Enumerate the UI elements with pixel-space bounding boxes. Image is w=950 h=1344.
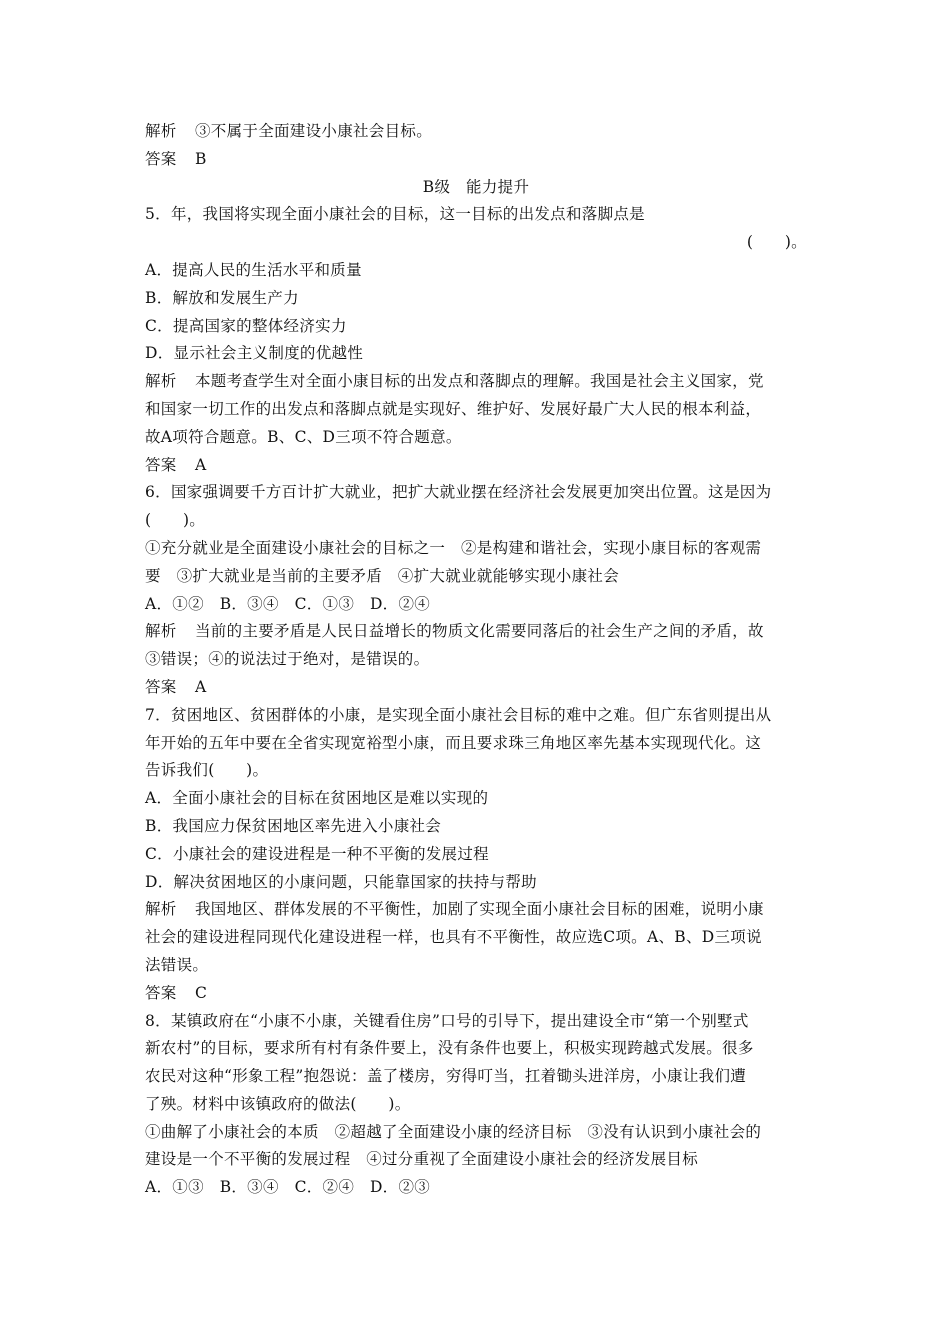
analysis-line bbox=[145, 368, 807, 396]
answer-text: C bbox=[195, 983, 208, 1002]
answer-line bbox=[145, 146, 807, 174]
question-6-options: A．①② B．③④ C．①③ D．②④ bbox=[145, 594, 431, 613]
section-heading: B级 能力提升 bbox=[422, 177, 530, 196]
answer-label: 答案 bbox=[145, 677, 177, 696]
analysis-text: ③不属于全面建设小康社会目标。 bbox=[195, 122, 433, 140]
question-6-statements: 要 ③扩大就业是当前的主要矛盾 ④扩大就业就能够实现小康社会 bbox=[145, 566, 620, 585]
question-7-stem: 告诉我们( )。 bbox=[145, 761, 269, 780]
question-8-stem: 农民对这种“形象工程”抱怨说：盖了楼房，穷得叮当，扛着锄头进洋房，小康让我们遭 bbox=[145, 1067, 747, 1086]
analysis-continuation: 法错误。 bbox=[145, 955, 209, 974]
document-page bbox=[145, 118, 807, 1202]
analysis-text: 当前的主要矛盾是人民日益增长的物质文化需要同落后的社会生产之间的矛盾，故 bbox=[195, 622, 764, 641]
analysis-line bbox=[145, 618, 807, 646]
answer-label: 答案 bbox=[145, 149, 177, 168]
question-6-statements: ①充分就业是全面建设小康社会的目标之一 ②是构建和谐社会，实现小康目标的客观需 bbox=[145, 538, 762, 557]
analysis-text: 我国地区、群体发展的不平衡性，加剧了实现全面小康社会目标的困难，说明小康 bbox=[195, 900, 764, 919]
question-5-stem: 5．年，我国将实现全面小康社会的目标，这一目标的出发点和落脚点是 bbox=[145, 205, 645, 224]
answer-line bbox=[145, 452, 807, 480]
question-7-option-a: A．全面小康社会的目标在贫困地区是难以实现的 bbox=[145, 789, 489, 808]
answer-line bbox=[145, 980, 807, 1008]
question-5-blank: ( )。 bbox=[746, 233, 807, 252]
question-7-stem: 年开始的五年中要在全省实现宽裕型小康，而且要求珠三角地区率先基本实现现代化。这 bbox=[145, 733, 762, 752]
question-8-statements: ①曲解了小康社会的本质 ②超越了全面建设小康的经济目标 ③没有认识到小康社会的 bbox=[145, 1122, 762, 1141]
answer-label: 答案 bbox=[145, 983, 177, 1002]
question-8-stem: 新农村”的目标，要求所有村有条件要上，没有条件也要上，积极实现跨越式发展。很多 bbox=[145, 1039, 754, 1058]
answer-text: B bbox=[195, 149, 207, 168]
answer-text: A bbox=[195, 677, 207, 696]
analysis-label: 解析 bbox=[145, 372, 177, 391]
analysis-continuation: 社会的建设进程同现代化建设进程一样，也具有不平衡性，故应选C项。A、B、D三项说 bbox=[145, 928, 762, 947]
question-8-stem: 8．某镇政府在“小康不小康，关键看住房”口号的引导下，提出建设全市“第一个别墅式 bbox=[145, 1011, 749, 1030]
question-7-stem: 7．贫困地区、贫困群体的小康，是实现全面小康社会目标的难中之难。但广东省则提出从 bbox=[145, 705, 772, 724]
question-6-stem: 6．国家强调要千方百计扩大就业，把扩大就业摆在经济社会发展更加突出位置。这是因为 bbox=[145, 483, 772, 502]
question-8-statements: 建设是一个不平衡的发展过程 ④过分重视了全面建设小康社会的经济发展目标 bbox=[145, 1150, 699, 1169]
question-7-option-b: B．我国应力保贫困地区率先进入小康社会 bbox=[145, 816, 442, 835]
analysis-label: 解析 bbox=[145, 622, 177, 641]
question-8-stem: 了殃。材料中该镇政府的做法( )。 bbox=[145, 1094, 411, 1113]
question-5-option-d: D．显示社会主义制度的优越性 bbox=[145, 344, 364, 363]
answer-label: 答案 bbox=[145, 455, 177, 474]
question-5-option-a: A．提高人民的生活水平和质量 bbox=[145, 260, 362, 279]
analysis-label: 解析 bbox=[145, 900, 177, 919]
question-5-option-c: C．提高国家的整体经济实力 bbox=[145, 316, 347, 335]
question-6-blank: ( )。 bbox=[145, 511, 206, 530]
analysis-text: 本题考查学生对全面小康目标的出发点和落脚点的理解。我国是社会主义国家，党 bbox=[195, 372, 764, 391]
question-5-option-b: B．解放和发展生产力 bbox=[145, 288, 299, 307]
question-7-option-c: C．小康社会的建设进程是一种不平衡的发展过程 bbox=[145, 844, 489, 863]
analysis-continuation: 和国家一切工作的出发点和落脚点就是实现好、维护好、发展好最广大人民的根本利益， bbox=[145, 399, 762, 418]
question-8-options: A．①③ B．③④ C．②④ D．②③ bbox=[145, 1178, 431, 1197]
analysis-line bbox=[145, 118, 807, 146]
analysis-continuation: ③错误；④的说法过于绝对，是错误的。 bbox=[145, 650, 430, 669]
analysis-continuation: 故A项符合题意。B、C、D三项不符合题意。 bbox=[145, 427, 462, 446]
analysis-label: 解析 bbox=[145, 122, 177, 140]
answer-text: A bbox=[195, 455, 207, 474]
analysis-line bbox=[145, 896, 807, 924]
answer-line bbox=[145, 674, 807, 702]
question-7-option-d: D．解决贫困地区的小康问题，只能靠国家的扶持与帮助 bbox=[145, 872, 537, 891]
